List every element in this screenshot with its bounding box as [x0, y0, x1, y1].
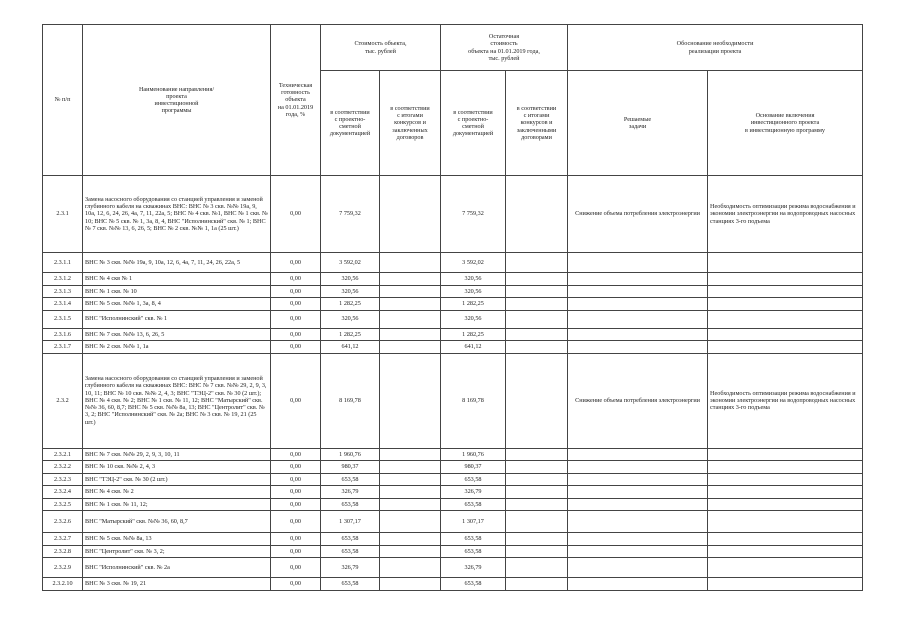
cell-cost-psd: 8 169,78 [321, 353, 380, 448]
table-row [43, 176, 863, 253]
cell-tech: 0,00 [271, 285, 321, 298]
cell-basis [708, 341, 863, 354]
cell-basis [708, 473, 863, 486]
cell-cost-psd: 326,79 [321, 486, 380, 499]
cell-tech: 0,00 [271, 511, 321, 533]
cell-name: ВНС № 5 скв. №№ 1, 3а, 8, 4 [83, 298, 271, 311]
cell-residual-psd: 641,12 [441, 341, 506, 354]
cell-num: 2.3.1.3 [43, 285, 83, 298]
cell-num: 2.3.2.3 [43, 473, 83, 486]
cell-residual-psd: 653,58 [441, 498, 506, 511]
table-row [43, 298, 863, 311]
cell-tasks: Снижение объема потребления электроэнергии [568, 176, 708, 253]
cell-residual-psd: 653,58 [441, 545, 506, 558]
cell-residual-contracts [506, 533, 568, 546]
cell-num: 2.3.2.8 [43, 545, 83, 558]
cell-cost-contracts [380, 578, 441, 591]
cell-cost-psd: 653,58 [321, 578, 380, 591]
cell-cost-contracts [380, 310, 441, 328]
cell-basis [708, 486, 863, 499]
cell-basis: Необходимость оптимизации режима водоснабжения и экономии электроэнергии на водопроводных насосных станциях 3-го подъема [708, 353, 863, 448]
cell-residual-psd: 653,58 [441, 578, 506, 591]
cell-name: ВНС "Исполнинский" скв. № 1 [83, 310, 271, 328]
cell-num: 2.3.1.5 [43, 310, 83, 328]
cell-cost-psd: 653,58 [321, 498, 380, 511]
cell-cost-psd: 653,58 [321, 533, 380, 546]
cell-cost-contracts [380, 298, 441, 311]
cell-tasks [568, 533, 708, 546]
cell-name: ВНС № 10 скв. №№ 2, 4, 3 [83, 461, 271, 474]
header-cost-psd: в соответствии с проектно- сметной документацией [321, 71, 380, 176]
cell-residual-psd: 320,56 [441, 273, 506, 286]
table-row [43, 273, 863, 286]
cell-tasks [568, 578, 708, 591]
cell-tasks [568, 461, 708, 474]
cell-tech: 0,00 [271, 176, 321, 253]
cell-residual-contracts [506, 578, 568, 591]
cell-name: Замена насосного оборудования со станцией управления и заменой глубинного кабеля на скважинах ВНС: ВНС № 7 скв. №№ 29, 2, 9, 3, 10, 11; ВНС № 10 скв. №№ 2, 4, 3; ВНС "ТЭЦ-2" скв. № 30 (2 шт.); ВНС № 4 скв. № 2; ВНС № 1 скв. № 11, 12; ВНС "Матырский" скв. №№ 36, 60, 8,7; ВНС № 5 скв. №№ 8а, 13; ВНС "Центролит" скв. № 3, 2; ВНС "Исполнинский" скв. № 2а; ВНС № 3 скв. № 19, 21 (25 шт.) [83, 353, 271, 448]
cell-tasks [568, 448, 708, 461]
cell-num: 2.3.1.6 [43, 328, 83, 341]
cell-residual-contracts [506, 253, 568, 273]
cell-cost-contracts [380, 341, 441, 354]
cell-tasks [568, 285, 708, 298]
cell-num: 2.3.2.10 [43, 578, 83, 591]
cell-residual-contracts [506, 298, 568, 311]
cell-num: 2.3.1 [43, 176, 83, 253]
cell-residual-contracts [506, 558, 568, 578]
cell-cost-psd: 7 759,32 [321, 176, 380, 253]
cell-cost-contracts [380, 273, 441, 286]
cell-residual-contracts [506, 176, 568, 253]
table-row [43, 328, 863, 341]
cell-residual-contracts [506, 511, 568, 533]
table-row [43, 511, 863, 533]
cell-residual-psd: 8 169,78 [441, 353, 506, 448]
cell-tech: 0,00 [271, 273, 321, 286]
cell-basis [708, 328, 863, 341]
cell-cost-psd: 3 592,02 [321, 253, 380, 273]
cell-residual-psd: 7 759,32 [441, 176, 506, 253]
cell-cost-contracts [380, 558, 441, 578]
cell-cost-contracts [380, 473, 441, 486]
cell-cost-contracts [380, 498, 441, 511]
cell-num: 2.3.2.4 [43, 486, 83, 499]
cell-residual-contracts [506, 486, 568, 499]
cell-residual-contracts [506, 285, 568, 298]
cell-name: ВНС № 1 скв. № 10 [83, 285, 271, 298]
header-residual-group: Остаточная стоимость объекта на 01.01.2019 года, тыс. рублей [441, 25, 568, 71]
cell-num: 2.3.2.2 [43, 461, 83, 474]
cell-basis [708, 273, 863, 286]
cell-num: 2.3.2.5 [43, 498, 83, 511]
cell-name: Замена насосного оборудования со станцией управления и заменой глубинного кабеля на скважинах ВНС: ВНС № 3 скв. №№ 19а, 9, 10а, 12, 6, 24, 26, 4а, 7, 11, 22а, 5; ВНС № 4 скв. №1, ВНС № 1 скв. № 10; ВНС № 5 скв. № 1, 3а, 8, 4, ВНС "Исполнинский" скв. № 1; ВНС № 7 скв. №№ 13, 6, 26, 5; ВНС № 2 скв. №№ 1, 1а (25 шт.) [83, 176, 271, 253]
cell-basis [708, 285, 863, 298]
header-cost-contracts: в соответствии с итогами конкурсов и заключенных договоров [380, 71, 441, 176]
cell-basis [708, 310, 863, 328]
cell-tasks [568, 328, 708, 341]
cell-residual-psd: 1 282,25 [441, 328, 506, 341]
cell-residual-psd: 653,58 [441, 473, 506, 486]
cell-tasks [568, 298, 708, 311]
cell-residual-contracts [506, 473, 568, 486]
cell-residual-contracts [506, 461, 568, 474]
cell-tasks [568, 273, 708, 286]
cell-tech: 0,00 [271, 353, 321, 448]
header-basis: Основание включения инвестиционного проекта в инвестиционную программу [708, 71, 863, 176]
investment-program-table [42, 24, 863, 591]
cell-tech: 0,00 [271, 328, 321, 341]
header-tech-readiness: Техническая готовность объекта на 01.01.2019 года, % [271, 25, 321, 176]
cell-num: 2.3.2 [43, 353, 83, 448]
cell-residual-contracts [506, 341, 568, 354]
cell-residual-contracts [506, 310, 568, 328]
cell-name: ВНС "ТЭЦ-2" скв. № 30 (2 шт.) [83, 473, 271, 486]
cell-num: 2.3.2.1 [43, 448, 83, 461]
cell-tech: 0,00 [271, 558, 321, 578]
cell-num: 2.3.2.7 [43, 533, 83, 546]
cell-name: ВНС "Исполнинский" скв. № 2а [83, 558, 271, 578]
cell-cost-contracts [380, 285, 441, 298]
cell-tech: 0,00 [271, 473, 321, 486]
cell-basis [708, 253, 863, 273]
cell-name: ВНС № 4 скв. № 2 [83, 486, 271, 499]
cell-residual-contracts [506, 498, 568, 511]
cell-num: 2.3.1.7 [43, 341, 83, 354]
cell-tasks [568, 511, 708, 533]
cell-cost-contracts [380, 545, 441, 558]
cell-tech: 0,00 [271, 310, 321, 328]
cell-residual-psd: 1 960,76 [441, 448, 506, 461]
cell-basis [708, 545, 863, 558]
header-tasks: Решаемые задачи [568, 71, 708, 176]
table-row [43, 533, 863, 546]
cell-num: 2.3.2.9 [43, 558, 83, 578]
cell-basis [708, 448, 863, 461]
cell-tech: 0,00 [271, 341, 321, 354]
cell-basis [708, 511, 863, 533]
cell-tasks [568, 341, 708, 354]
cell-tech: 0,00 [271, 448, 321, 461]
table-row [43, 578, 863, 591]
table-row [43, 310, 863, 328]
cell-cost-contracts [380, 511, 441, 533]
header-cost-group: Стоимость объекта, тыс. рублей [321, 25, 441, 71]
cell-cost-psd: 653,58 [321, 473, 380, 486]
cell-tasks: Снижение объема потребления электроэнергии [568, 353, 708, 448]
table-row [43, 341, 863, 354]
cell-cost-contracts [380, 353, 441, 448]
cell-tech: 0,00 [271, 253, 321, 273]
cell-residual-contracts [506, 273, 568, 286]
cell-cost-psd: 326,79 [321, 558, 380, 578]
header-residual-contracts: в соответствии с итогами конкурсов и заключенными договорами [506, 71, 568, 176]
cell-cost-contracts [380, 253, 441, 273]
cell-residual-psd: 320,56 [441, 285, 506, 298]
cell-cost-contracts [380, 486, 441, 499]
cell-residual-contracts [506, 448, 568, 461]
cell-cost-psd: 1 307,17 [321, 511, 380, 533]
cell-basis [708, 298, 863, 311]
cell-cost-contracts [380, 176, 441, 253]
table-row [43, 253, 863, 273]
cell-residual-psd: 1 307,17 [441, 511, 506, 533]
cell-cost-psd: 320,56 [321, 285, 380, 298]
cell-name: ВНС № 3 скв. № 19, 21 [83, 578, 271, 591]
cell-tech: 0,00 [271, 486, 321, 499]
cell-name: ВНС № 4 скв № 1 [83, 273, 271, 286]
cell-tech: 0,00 [271, 578, 321, 591]
cell-name: ВНС "Центролит" скв. № 3, 2; [83, 545, 271, 558]
cell-tech: 0,00 [271, 498, 321, 511]
table-row [43, 486, 863, 499]
cell-residual-psd: 980,37 [441, 461, 506, 474]
cell-tech: 0,00 [271, 533, 321, 546]
cell-basis [708, 578, 863, 591]
table-row [43, 473, 863, 486]
cell-name: ВНС "Матырский" скв. №№ 36, 60, 8,7 [83, 511, 271, 533]
cell-num: 2.3.1.1 [43, 253, 83, 273]
header-residual-psd: в соответствии с проектно- сметной документацией [441, 71, 506, 176]
cell-residual-psd: 1 282,25 [441, 298, 506, 311]
cell-tasks [568, 473, 708, 486]
cell-cost-psd: 1 960,76 [321, 448, 380, 461]
cell-tasks [568, 545, 708, 558]
table-row [43, 558, 863, 578]
cell-name: ВНС № 2 скв. №№ 1, 1а [83, 341, 271, 354]
table-row [43, 353, 863, 448]
table-row [43, 498, 863, 511]
cell-residual-psd: 653,58 [441, 533, 506, 546]
cell-cost-psd: 320,56 [321, 310, 380, 328]
cell-residual-contracts [506, 545, 568, 558]
header-name: Наименование направления/ проекта инвестиционной программы [83, 25, 271, 176]
cell-num: 2.3.2.6 [43, 511, 83, 533]
header-num: № п/п [43, 25, 83, 176]
cell-name: ВНС № 5 скв. №№ 8а, 13 [83, 533, 271, 546]
cell-basis [708, 461, 863, 474]
cell-tasks [568, 310, 708, 328]
cell-tasks [568, 558, 708, 578]
cell-tasks [568, 498, 708, 511]
header-justification-group: Обоснование необходимости реализации проекта [568, 25, 863, 71]
cell-name: ВНС № 1 скв. № 11, 12; [83, 498, 271, 511]
table-row [43, 448, 863, 461]
cell-num: 2.3.1.2 [43, 273, 83, 286]
cell-tech: 0,00 [271, 545, 321, 558]
cell-residual-psd: 3 592,02 [441, 253, 506, 273]
cell-tasks [568, 253, 708, 273]
cell-cost-psd: 641,12 [321, 341, 380, 354]
cell-name: ВНС № 3 скв. №№ 19а, 9, 10а, 12, 6, 4а, 7, 11, 24, 26, 22а, 5 [83, 253, 271, 273]
cell-basis: Необходимость оптимизации режима водоснабжения и экономии электроэнергии на водопроводных насосных станциях 3-го подъема [708, 176, 863, 253]
cell-residual-psd: 320,56 [441, 310, 506, 328]
cell-cost-psd: 1 282,25 [321, 298, 380, 311]
cell-tasks [568, 486, 708, 499]
table-row [43, 285, 863, 298]
cell-basis [708, 558, 863, 578]
cell-basis [708, 533, 863, 546]
cell-tech: 0,00 [271, 461, 321, 474]
cell-residual-contracts [506, 328, 568, 341]
cell-name: ВНС № 7 скв. №№ 13, 6, 26, 5 [83, 328, 271, 341]
table-row [43, 545, 863, 558]
cell-cost-psd: 653,58 [321, 545, 380, 558]
cell-residual-psd: 326,79 [441, 558, 506, 578]
cell-residual-psd: 326,79 [441, 486, 506, 499]
cell-basis [708, 498, 863, 511]
cell-cost-psd: 320,56 [321, 273, 380, 286]
cell-cost-contracts [380, 461, 441, 474]
cell-residual-contracts [506, 353, 568, 448]
cell-cost-contracts [380, 533, 441, 546]
cell-name: ВНС № 7 скв. №№ 29, 2, 9, 3, 10, 11 [83, 448, 271, 461]
cell-num: 2.3.1.4 [43, 298, 83, 311]
cell-cost-psd: 980,37 [321, 461, 380, 474]
cell-cost-contracts [380, 328, 441, 341]
table-row [43, 461, 863, 474]
cell-cost-contracts [380, 448, 441, 461]
cell-tech: 0,00 [271, 298, 321, 311]
cell-cost-psd: 1 282,25 [321, 328, 380, 341]
